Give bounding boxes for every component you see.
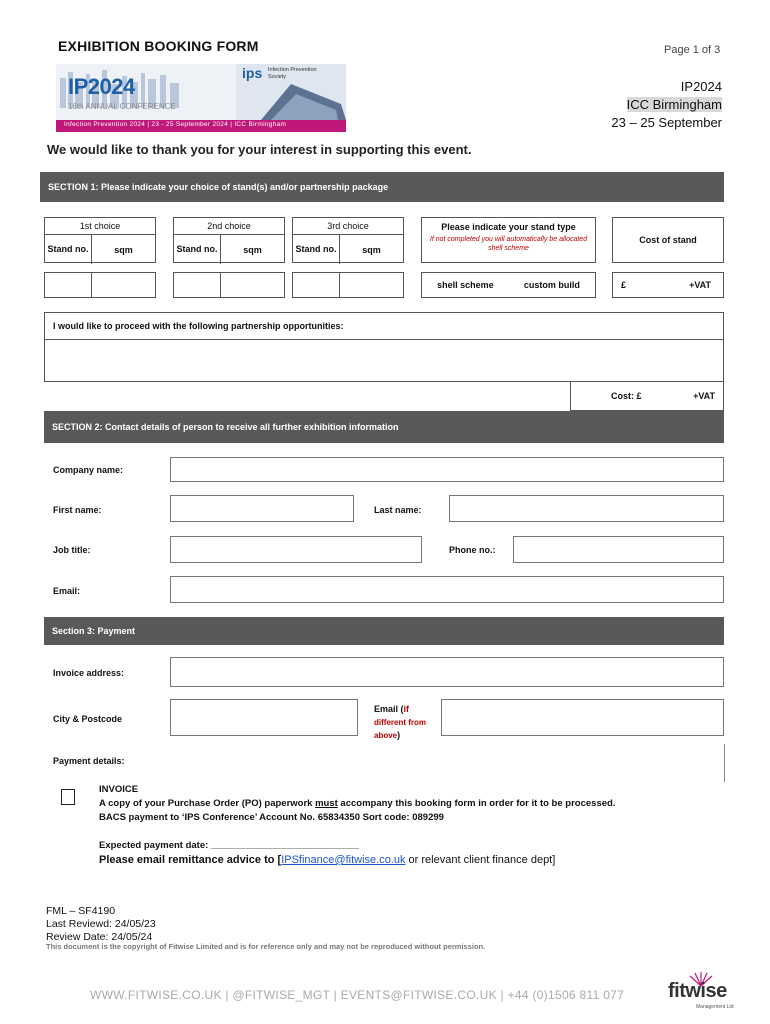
cost-of-stand-label: Cost of stand xyxy=(612,217,724,263)
event-dates: 23 – 25 September xyxy=(611,115,722,130)
banner-strip-text: Infection Prevention 2024 | 23 - 25 September 2024 | ICC Birmingham xyxy=(64,121,287,128)
choice-2-stand-label: Stand no. xyxy=(174,235,221,264)
company-name-label: Company name: xyxy=(53,465,124,475)
cost-of-stand-input[interactable] xyxy=(612,272,724,298)
partnership-cost-vat: +VAT xyxy=(693,391,715,401)
banner-logo-text: IP2024 xyxy=(68,74,135,99)
phone-input[interactable] xyxy=(513,536,724,563)
ips-name-line1: Infection Prevention xyxy=(268,67,317,73)
job-title-label: Job title: xyxy=(53,545,91,555)
event-name: IP2024 xyxy=(680,79,722,94)
invoice-po-must: must xyxy=(315,798,338,809)
choice-1-header: 1st choice xyxy=(45,218,155,235)
stand-type-options xyxy=(421,272,596,298)
city-postcode-input[interactable] xyxy=(170,699,358,736)
invoice-address-label: Invoice address: xyxy=(53,668,125,678)
remit-pre: Please email remittance advice to [ xyxy=(99,854,282,866)
phone-label: Phone no.: xyxy=(449,545,496,555)
choice-1-block xyxy=(44,217,156,263)
section2-heading: SECTION 2: Contact details of person to receive all further exhibition information xyxy=(44,411,724,443)
custom-build-option[interactable]: custom build xyxy=(523,280,580,290)
partnership-input[interactable] xyxy=(44,340,724,382)
fitwise-brand-sub: Management Ltd xyxy=(696,1004,734,1010)
last-reviewed: Last Reviewd: 24/05/23 xyxy=(46,918,156,930)
choice-1-sqm-input[interactable] xyxy=(92,273,155,297)
choice-1-stand-label: Stand no. xyxy=(45,235,92,264)
choice-1-stand-input[interactable] xyxy=(45,273,92,297)
conference-banner xyxy=(56,64,346,132)
footer-contact: WWW.FITWISE.CO.UK | @FITWISE_MGT | EVENTS@FITWISE.CO.UK | +44 (0)1506 811 077 xyxy=(90,988,625,1002)
choice-3-stand-input[interactable] xyxy=(293,273,340,297)
cost-currency: £ xyxy=(621,280,627,290)
invoice-po-line xyxy=(99,797,615,811)
review-date: Review Date: 24/05/24 xyxy=(46,931,153,943)
city-postcode-label: City & Postcode xyxy=(53,714,123,724)
event-info xyxy=(611,78,722,132)
expected-payment-date[interactable]: Expected payment date: ____________________________ xyxy=(99,840,359,851)
cost-vat: +VAT xyxy=(689,280,711,290)
choice-3-header: 3rd choice xyxy=(293,218,403,235)
partnership-cost[interactable] xyxy=(570,381,724,411)
payment-email-diff: different from xyxy=(374,718,426,727)
choice-3-block xyxy=(292,217,404,263)
remit-email-link[interactable]: IPSfinance@fitwise.co.uk xyxy=(281,854,406,866)
payment-email-if: if xyxy=(403,704,410,714)
payment-email-above: above xyxy=(374,731,398,740)
email-label: Email: xyxy=(53,586,81,596)
document-ref: FML – SF4190 xyxy=(46,905,116,917)
payment-email-close: ) xyxy=(397,730,401,740)
choice-1-sqm-label: sqm xyxy=(114,244,133,255)
event-venue: ICC Birmingham xyxy=(626,97,722,112)
payment-email-text: Email ( xyxy=(374,704,404,714)
thanks-message: We would like to thank you for your interest in supporting this event. xyxy=(47,142,472,157)
document-meta xyxy=(46,905,156,944)
ips-name-line2: Society xyxy=(268,74,287,80)
last-name-label: Last name: xyxy=(374,505,422,515)
job-title-input[interactable] xyxy=(170,536,422,563)
choice-2-header: 2nd choice xyxy=(174,218,284,235)
partnership-label: I would like to proceed with the following partnership opportunities: xyxy=(53,321,344,331)
invoice-address-input[interactable] xyxy=(170,657,724,687)
email-input[interactable] xyxy=(170,576,724,603)
choice-2-stand-input[interactable] xyxy=(174,273,221,297)
stand-type-box xyxy=(421,217,596,263)
ips-logo: ips xyxy=(242,65,263,81)
payment-email-input[interactable] xyxy=(441,699,724,736)
invoice-po-post: accompany this booking form in order for it to be processed. xyxy=(337,798,616,809)
page-number: Page 1 of 3 xyxy=(664,44,721,56)
copyright-notice: This document is the copyright of Fitwise Limited and is for reference only and may not be reproduced without permission. xyxy=(46,942,486,951)
first-name-input[interactable] xyxy=(170,495,354,522)
stand-type-title: Please indicate your stand type xyxy=(441,222,576,232)
section1-heading: SECTION 1: Please indicate your choice of stand(s) and/or partnership package xyxy=(40,172,724,202)
remit-post: or relevant client finance dept] xyxy=(405,854,556,866)
payment-details-label: Payment details: xyxy=(53,756,125,766)
invoice-checkbox[interactable] xyxy=(61,789,75,805)
invoice-po-pre: A copy of your Purchase Order (PO) paperwork xyxy=(99,798,316,809)
bacs-line: BACS payment to ‘IPS Conference’ Account No. 65834350 Sort code: 089299 xyxy=(99,812,444,823)
choice-3-inputs xyxy=(292,272,404,298)
choice-2-sqm-input[interactable] xyxy=(221,273,284,297)
choice-1-inputs xyxy=(44,272,156,298)
partnership-cost-label: Cost: £ xyxy=(611,391,642,401)
choice-2-inputs xyxy=(173,272,285,298)
form-title: EXHIBITION BOOKING FORM xyxy=(58,38,259,54)
banner-subtitle: 16th ANNUAL CONFERENCE xyxy=(68,102,176,111)
choice-3-sqm-input[interactable] xyxy=(340,273,403,297)
choice-3-stand-label: Stand no. xyxy=(293,235,340,264)
partnership-label-row xyxy=(44,312,724,340)
choice-2-block xyxy=(173,217,285,263)
fitwise-brand: fitwise xyxy=(668,980,727,1002)
payment-email-label xyxy=(374,703,426,742)
payment-divider xyxy=(724,744,725,782)
stand-type-note: If not completed you will automatically be allocated shell scheme xyxy=(429,236,588,252)
company-name-input[interactable] xyxy=(170,457,724,482)
invoice-title: INVOICE xyxy=(99,784,139,795)
first-name-label: First name: xyxy=(53,505,102,515)
shell-scheme-option[interactable]: shell scheme xyxy=(437,280,494,290)
choice-2-sqm-label: sqm xyxy=(243,244,262,255)
last-name-input[interactable] xyxy=(449,495,724,522)
remittance-line xyxy=(99,853,615,867)
section3-heading: Section 3: Payment xyxy=(44,617,724,645)
choice-3-sqm-label: sqm xyxy=(362,244,381,255)
invoice-details xyxy=(99,783,615,867)
